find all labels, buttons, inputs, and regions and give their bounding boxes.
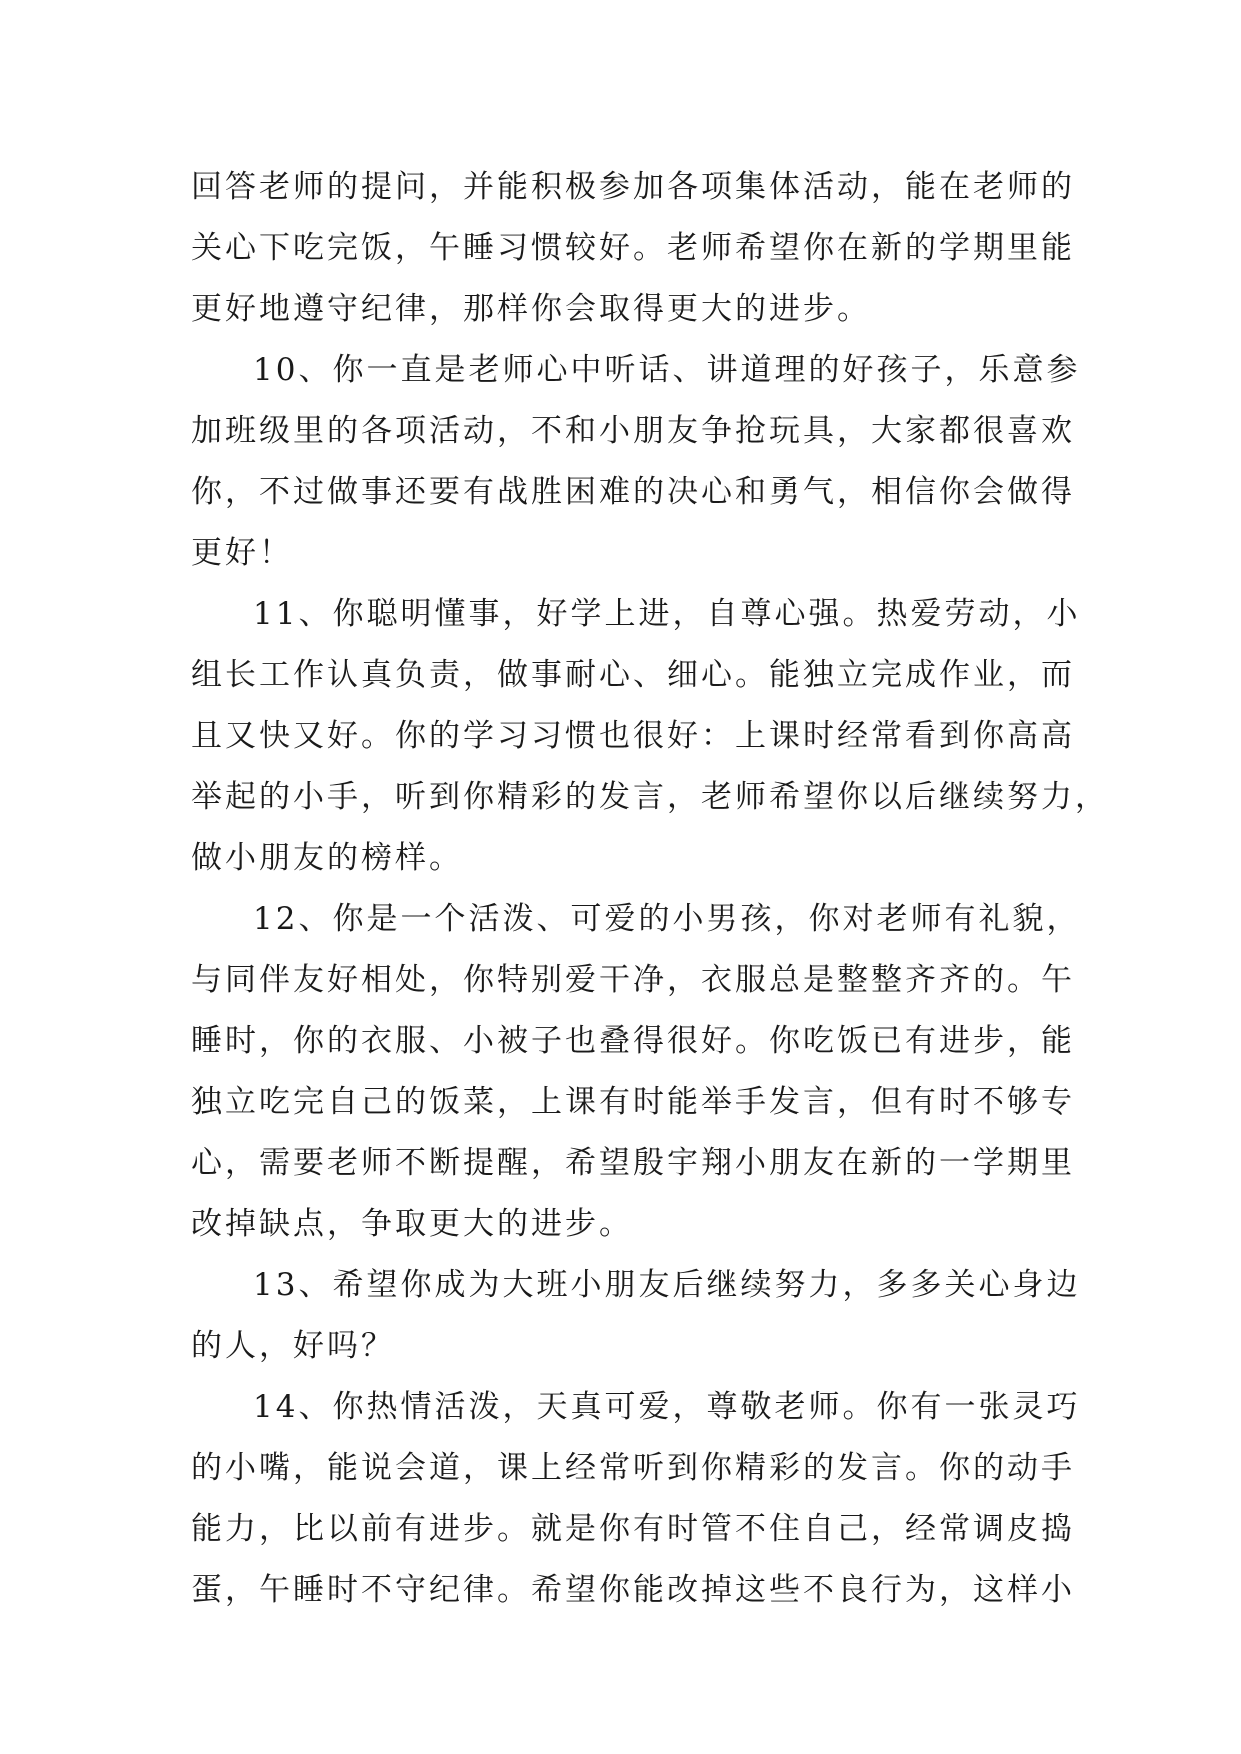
text-line: 加班级里的各项活动，不和小朋友争抢玩具，大家都很喜欢 (191, 413, 1075, 449)
text-line: 10、你一直是老师心中听话、讲道理的好孩子，乐意参 (253, 352, 1081, 388)
paragraph-12 (191, 889, 1081, 1255)
text-line: 组长工作认真负责，做事耐心、细心。能独立完成作业，而 (191, 657, 1075, 693)
text-line: 11、你聪明懂事，好学上进，自尊心强。热爱劳动，小 (253, 596, 1081, 632)
text-line: 回答老师的提问，并能积极参加各项集体活动，能在老师的 (191, 169, 1075, 205)
text-line: 更好地遵守纪律，那样你会取得更大的进步。 (191, 291, 871, 327)
text-line: 12、你是一个活泼、可爱的小男孩，你对老师有礼貌， (253, 901, 1081, 937)
text-line: 睡时，你的衣服、小被子也叠得很好。你吃饭已有进步，能 (191, 1023, 1075, 1059)
text-line: 改掉缺点，争取更大的进步。 (191, 1206, 633, 1242)
text-line: 能力，比以前有进步。就是你有时管不住自己，经常调皮捣 (191, 1511, 1075, 1547)
text-line: 的人，好吗？ (191, 1328, 395, 1364)
text-line: 的小嘴，能说会道，课上经常听到你精彩的发言。你的动手 (191, 1450, 1075, 1486)
document-body (191, 157, 1109, 1621)
text-line: 且又快又好。你的学习习惯也很好：上课时经常看到你高高 (191, 718, 1075, 754)
text-line: 更好！ (191, 535, 293, 571)
text-line: 独立吃完自己的饭菜，上课有时能举手发言，但有时不够专 (191, 1084, 1075, 1120)
paragraph-9-continued (191, 157, 1075, 340)
text-line: 心，需要老师不断提醒，希望殷宇翔小朋友在新的一学期里 (191, 1145, 1075, 1181)
paragraph-10 (191, 340, 1081, 584)
text-line: 举起的小手，听到你精彩的发言，老师希望你以后继续努力， (191, 779, 1109, 815)
text-line: 13、希望你成为大班小朋友后继续努力，多多关心身边 (253, 1267, 1081, 1303)
text-line: 关心下吃完饭，午睡习惯较好。老师希望你在新的学期里能 (191, 230, 1075, 266)
text-line: 蛋，午睡时不守纪律。希望你能改掉这些不良行为，这样小 (191, 1572, 1075, 1608)
text-line: 与同伴友好相处，你特别爱干净，衣服总是整整齐齐的。午 (191, 962, 1075, 998)
text-line: 你，不过做事还要有战胜困难的决心和勇气，相信你会做得 (191, 474, 1075, 510)
paragraph-13 (191, 1255, 1081, 1377)
text-line: 做小朋友的榜样。 (191, 840, 463, 876)
paragraph-11 (191, 584, 1109, 889)
paragraph-14 (191, 1377, 1081, 1621)
text-line: 14、你热情活泼，天真可爱，尊敬老师。你有一张灵巧 (253, 1389, 1081, 1425)
